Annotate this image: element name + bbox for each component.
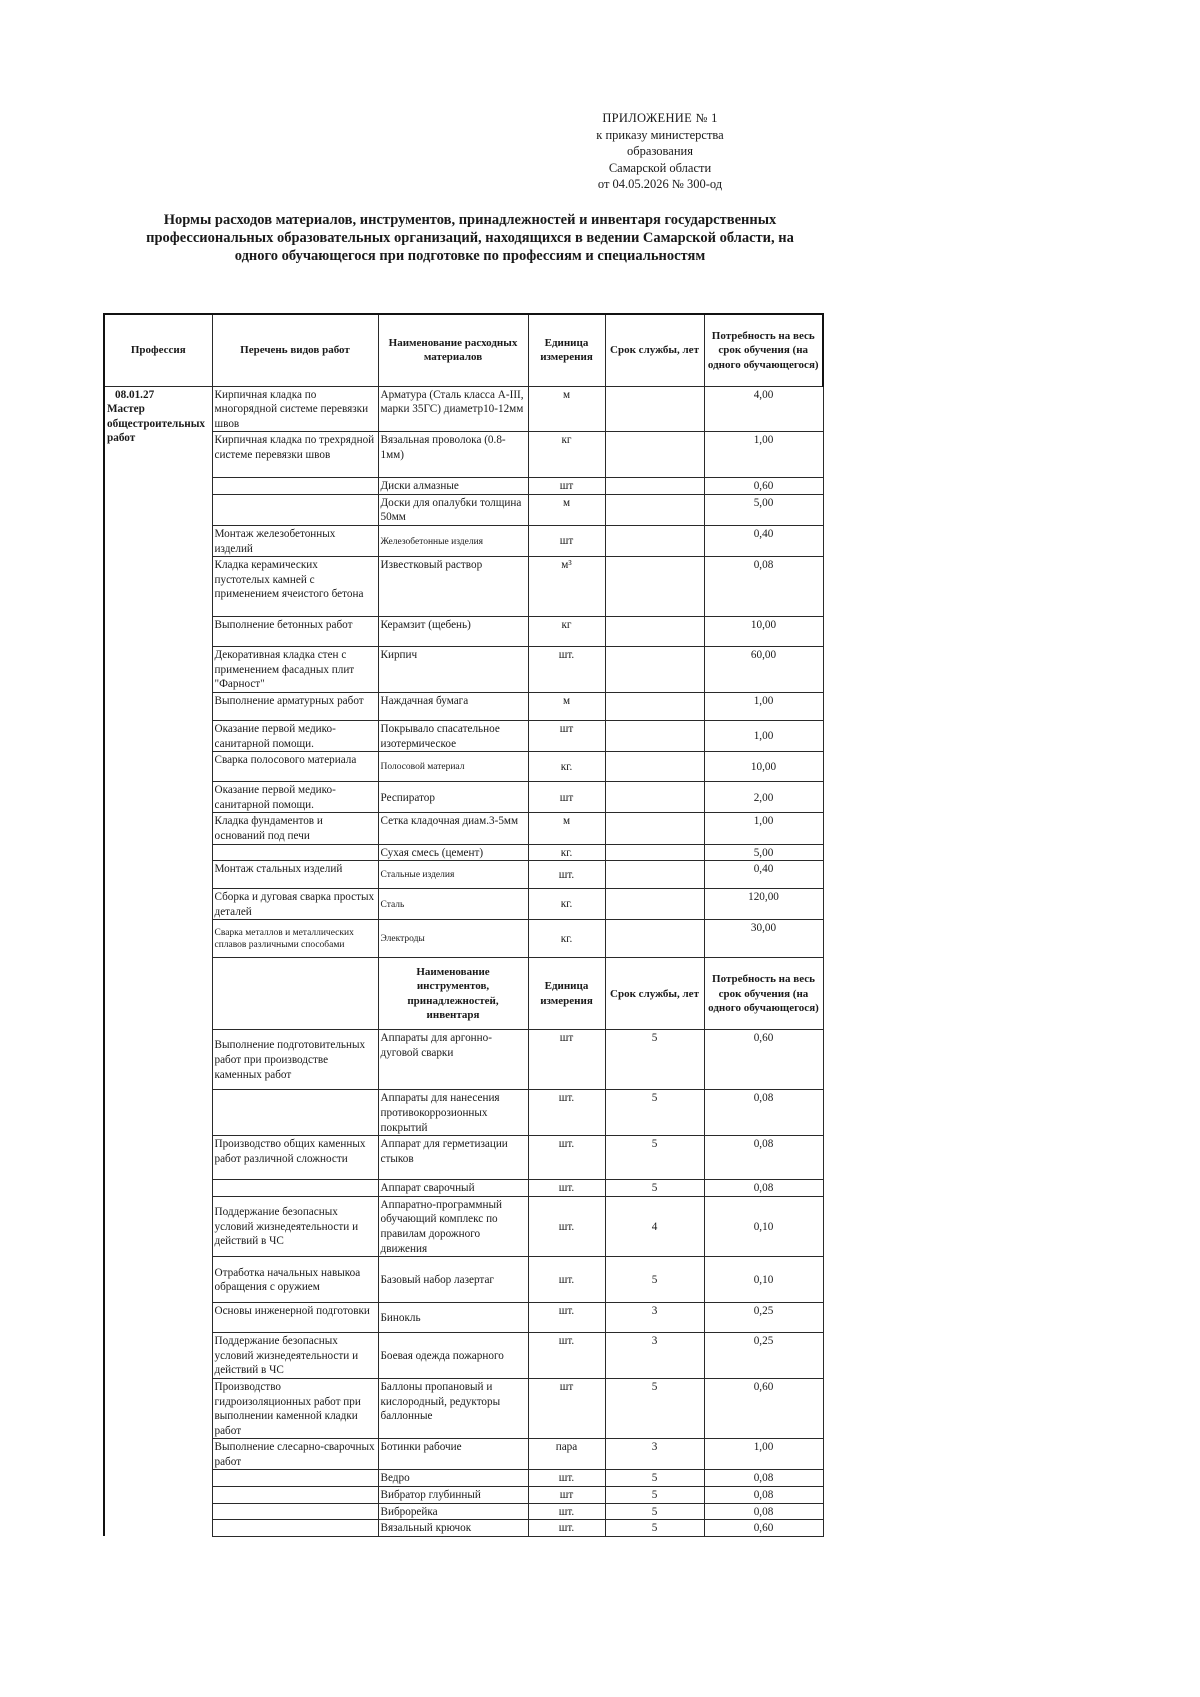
need-cell: 10,00 bbox=[704, 752, 823, 782]
work-cell: Декоративная кладка стен с применением фасадных плит "Фарност" bbox=[212, 647, 378, 693]
unit-cell: пара bbox=[528, 1439, 605, 1470]
life-cell: 5 bbox=[605, 1257, 704, 1303]
need-cell: 0,08 bbox=[704, 1470, 823, 1487]
unit-cell: шт. bbox=[528, 1257, 605, 1303]
material-cell: Сухая смесь (цемент) bbox=[378, 844, 528, 861]
life-cell: 4 bbox=[605, 1196, 704, 1256]
work-cell: Монтаж железобетонных изделий bbox=[212, 526, 378, 557]
life-cell bbox=[605, 721, 704, 752]
need-cell: 0,08 bbox=[704, 1487, 823, 1504]
tool-cell: Вязальный крючок bbox=[378, 1520, 528, 1537]
unit-cell: м bbox=[528, 494, 605, 525]
life-cell bbox=[605, 693, 704, 721]
need-cell: 30,00 bbox=[704, 920, 823, 958]
work-cell: Основы инженерной подготовки bbox=[212, 1303, 378, 1333]
header-unit: Единица измерения bbox=[528, 314, 605, 386]
tool-cell: Бинокль bbox=[378, 1303, 528, 1333]
material-cell: Арматура (Сталь класса А-III, марки 35ГС) диаметр10-12мм bbox=[378, 386, 528, 432]
need-cell: 0,08 bbox=[704, 1090, 823, 1136]
header-life: Срок службы, лет bbox=[605, 314, 704, 386]
unit-cell: шт. bbox=[528, 1090, 605, 1136]
table-row bbox=[104, 1520, 823, 1537]
need-cell: 0,40 bbox=[704, 526, 823, 557]
document-title-line: профессиональных образовательных организаций, находящихся в ведении Самарской области, на bbox=[146, 230, 794, 246]
unit-cell: шт bbox=[528, 782, 605, 813]
table-row bbox=[104, 1030, 823, 1090]
material-cell: Сталь bbox=[378, 889, 528, 920]
tool-cell: Боевая одежда пожарного bbox=[378, 1333, 528, 1379]
work-cell: Оказание первой медико-санитарной помощи. bbox=[212, 782, 378, 813]
document-title-line: одного обучающегося при подготовке по профессиям и специальностям bbox=[234, 248, 706, 264]
table-row bbox=[104, 861, 823, 889]
table-row bbox=[104, 432, 823, 478]
material-cell: Покрывало спасательное изотермическое bbox=[378, 721, 528, 752]
unit-cell: шт. bbox=[528, 1470, 605, 1487]
need-cell: 0,10 bbox=[704, 1257, 823, 1303]
life-cell: 3 bbox=[605, 1333, 704, 1379]
work-cell: Отработка начальных навыкоа обращения с оружием bbox=[212, 1257, 378, 1303]
work-cell bbox=[212, 1503, 378, 1520]
header-profession: Профессия bbox=[104, 314, 212, 386]
tool-cell: Аппараты для аргонно-дуговой сварки bbox=[378, 1030, 528, 1090]
table-row bbox=[104, 1303, 823, 1333]
table-row bbox=[104, 647, 823, 693]
unit-cell: шт. bbox=[528, 1180, 605, 1197]
material-cell: Респиратор bbox=[378, 782, 528, 813]
need-cell: 1,00 bbox=[704, 1439, 823, 1470]
unit-cell: шт bbox=[528, 1487, 605, 1504]
need-cell: 0,60 bbox=[704, 1378, 823, 1438]
life-cell: 5 bbox=[605, 1180, 704, 1197]
need-cell: 120,00 bbox=[704, 889, 823, 920]
work-cell: Производство общих каменных работ различной сложности bbox=[212, 1136, 378, 1180]
unit-cell: м bbox=[528, 386, 605, 432]
need-cell: 1,00 bbox=[704, 693, 823, 721]
unit-cell: м bbox=[528, 813, 605, 844]
header-materials: Наименование расходных материалов bbox=[378, 314, 528, 386]
table-row bbox=[104, 752, 823, 782]
header-works: Перечень видов работ bbox=[212, 314, 378, 386]
work-cell: Сварка полосового материала bbox=[212, 752, 378, 782]
norms-table bbox=[103, 313, 824, 1537]
table-row bbox=[104, 557, 823, 617]
work-cell: Кладка керамических пустотелых камней с применением ячеистого бетона bbox=[212, 557, 378, 617]
table-row bbox=[104, 1333, 823, 1379]
need-cell: 0,60 bbox=[704, 478, 823, 495]
table-row bbox=[104, 1439, 823, 1470]
need-cell: 0,08 bbox=[704, 1180, 823, 1197]
appendix-line: к приказу министерства bbox=[596, 127, 724, 142]
unit-cell: шт. bbox=[528, 1520, 605, 1537]
life-cell bbox=[605, 478, 704, 495]
tool-cell: Аппарат сварочный bbox=[378, 1180, 528, 1197]
tool-cell: Аппаратно-программный обучающий комплекс по правилам дорожного движения bbox=[378, 1196, 528, 1256]
appendix-block bbox=[590, 110, 730, 193]
table-row bbox=[104, 920, 823, 958]
need-cell: 0,60 bbox=[704, 1520, 823, 1537]
life-cell bbox=[605, 920, 704, 958]
need-cell: 0,25 bbox=[704, 1303, 823, 1333]
life-cell bbox=[605, 386, 704, 432]
life-cell: 5 bbox=[605, 1487, 704, 1504]
need-cell: 0,60 bbox=[704, 1030, 823, 1090]
need-cell: 1,00 bbox=[704, 432, 823, 478]
table-row bbox=[104, 844, 823, 861]
unit-cell: шт. bbox=[528, 1136, 605, 1180]
appendix-line: образования bbox=[627, 144, 693, 158]
work-cell bbox=[212, 844, 378, 861]
work-cell bbox=[212, 1520, 378, 1537]
material-cell: Диски алмазные bbox=[378, 478, 528, 495]
tool-cell: Виброрейка bbox=[378, 1503, 528, 1520]
life-cell bbox=[605, 647, 704, 693]
unit-cell: шт bbox=[528, 721, 605, 752]
profession-name: Мастер общестроительных работ bbox=[107, 403, 206, 445]
life-cell: 5 bbox=[605, 1136, 704, 1180]
work-cell: Выполнение слесарно-сварочных работ bbox=[212, 1439, 378, 1470]
need-cell: 5,00 bbox=[704, 494, 823, 525]
appendix-date: от 04.05.2026 № 300-од bbox=[597, 177, 723, 191]
need-cell: 2,00 bbox=[704, 782, 823, 813]
unit-cell: шт. bbox=[528, 861, 605, 889]
unit-cell: шт. bbox=[528, 1196, 605, 1256]
unit-cell: кг bbox=[528, 432, 605, 478]
life-cell bbox=[605, 813, 704, 844]
unit-cell: шт. bbox=[528, 1503, 605, 1520]
header-need: Потребность на весь срок обучения (на одного обучающегося) bbox=[704, 314, 823, 386]
need-cell: 60,00 bbox=[704, 647, 823, 693]
life-cell bbox=[605, 844, 704, 861]
profession-cell bbox=[104, 386, 212, 1536]
work-cell: Сварка металлов и металлических сплавов различными способами bbox=[212, 920, 378, 958]
tools-header-blank bbox=[212, 958, 378, 1030]
need-cell: 0,08 bbox=[704, 1136, 823, 1180]
life-cell: 3 bbox=[605, 1439, 704, 1470]
work-cell: Сборка и дуговая сварка простых деталей bbox=[212, 889, 378, 920]
table-row bbox=[104, 1180, 823, 1197]
tool-cell: Вибратор глубинный bbox=[378, 1487, 528, 1504]
unit-cell: м bbox=[528, 693, 605, 721]
table-row bbox=[104, 1378, 823, 1438]
life-cell bbox=[605, 861, 704, 889]
table-header-row bbox=[104, 314, 823, 386]
tools-header-row bbox=[104, 958, 823, 1030]
life-cell bbox=[605, 889, 704, 920]
profession-code: 08.01.27 bbox=[115, 388, 155, 401]
work-cell bbox=[212, 1487, 378, 1504]
life-cell bbox=[605, 557, 704, 617]
table-row bbox=[104, 1090, 823, 1136]
work-cell: Кирпичная кладка по трехрядной системе перевязки швов bbox=[212, 432, 378, 478]
table-row bbox=[104, 1136, 823, 1180]
life-cell: 5 bbox=[605, 1503, 704, 1520]
material-cell: Электроды bbox=[378, 920, 528, 958]
material-cell: Кирпич bbox=[378, 647, 528, 693]
unit-cell: м³ bbox=[528, 557, 605, 617]
life-cell bbox=[605, 752, 704, 782]
unit-cell: шт. bbox=[528, 647, 605, 693]
life-cell bbox=[605, 617, 704, 647]
work-cell: Выполнение арматурных работ bbox=[212, 693, 378, 721]
table-row bbox=[104, 478, 823, 495]
need-cell: 1,00 bbox=[704, 721, 823, 752]
unit-cell: шт bbox=[528, 1378, 605, 1438]
table-row bbox=[104, 813, 823, 844]
need-cell: 0,25 bbox=[704, 1333, 823, 1379]
tools-header-need: Потребность на весь срок обучения (на одного обучающегося) bbox=[704, 958, 823, 1030]
tool-cell: Базовый набор лазертаг bbox=[378, 1257, 528, 1303]
life-cell bbox=[605, 432, 704, 478]
document-title bbox=[100, 211, 840, 265]
work-cell: Выполнение подготовительных работ при производстве каменных работ bbox=[212, 1030, 378, 1090]
life-cell bbox=[605, 494, 704, 525]
work-cell: Выполнение бетонных работ bbox=[212, 617, 378, 647]
table-row bbox=[104, 386, 823, 432]
work-cell bbox=[212, 1470, 378, 1487]
unit-cell: кг. bbox=[528, 920, 605, 958]
unit-cell: кг. bbox=[528, 889, 605, 920]
life-cell: 5 bbox=[605, 1470, 704, 1487]
work-cell: Производство гидроизоляционных работ при выполнении каменной кладки работ bbox=[212, 1378, 378, 1438]
unit-cell: шт. bbox=[528, 1303, 605, 1333]
life-cell: 5 bbox=[605, 1090, 704, 1136]
need-cell: 1,00 bbox=[704, 813, 823, 844]
work-cell bbox=[212, 1180, 378, 1197]
material-cell: Керамзит (щебень) bbox=[378, 617, 528, 647]
table-row bbox=[104, 1503, 823, 1520]
material-cell: Вязальная проволока (0.8-1мм) bbox=[378, 432, 528, 478]
table-row bbox=[104, 782, 823, 813]
unit-cell: кг. bbox=[528, 844, 605, 861]
tool-cell: Ботинки рабочие bbox=[378, 1439, 528, 1470]
work-cell bbox=[212, 494, 378, 525]
life-cell: 5 bbox=[605, 1030, 704, 1090]
tools-header-life: Срок службы, лет bbox=[605, 958, 704, 1030]
unit-cell: шт bbox=[528, 1030, 605, 1090]
life-cell bbox=[605, 782, 704, 813]
unit-cell: шт bbox=[528, 526, 605, 557]
life-cell bbox=[605, 526, 704, 557]
need-cell: 4,00 bbox=[704, 386, 823, 432]
unit-cell: шт bbox=[528, 478, 605, 495]
table-row bbox=[104, 617, 823, 647]
life-cell: 3 bbox=[605, 1303, 704, 1333]
work-cell: Кладка фундаментов и оснований под печи bbox=[212, 813, 378, 844]
need-cell: 0,08 bbox=[704, 557, 823, 617]
tool-cell: Баллоны пропановый и кислородный, редукторы баллонные bbox=[378, 1378, 528, 1438]
material-cell: Доски для опалубки толщина 50мм bbox=[378, 494, 528, 525]
table-row bbox=[104, 1257, 823, 1303]
table-row bbox=[104, 526, 823, 557]
work-cell: Поддержание безопасных условий жизнедеятельности и действий в ЧС bbox=[212, 1196, 378, 1256]
unit-cell: кг bbox=[528, 617, 605, 647]
need-cell: 0,10 bbox=[704, 1196, 823, 1256]
document-title-line: Нормы расходов материалов, инструментов, принадлежностей и инвентаря государственных bbox=[163, 212, 777, 228]
work-cell: Кирпичная кладка по многорядной системе перевязки швов bbox=[212, 386, 378, 432]
material-cell: Наждачная бумага bbox=[378, 693, 528, 721]
tool-cell: Аппараты для нанесения противокоррозионных покрытий bbox=[378, 1090, 528, 1136]
work-cell: Монтаж стальных изделий bbox=[212, 861, 378, 889]
work-cell: Оказание первой медико-санитарной помощи. bbox=[212, 721, 378, 752]
appendix-title: ПРИЛОЖЕНИЕ № 1 bbox=[602, 111, 718, 125]
work-cell bbox=[212, 478, 378, 495]
need-cell: 10,00 bbox=[704, 617, 823, 647]
work-cell: Поддержание безопасных условий жизнедеятельности и действий в ЧС bbox=[212, 1333, 378, 1379]
material-cell: Сетка кладочная диам.3-5мм bbox=[378, 813, 528, 844]
table-row bbox=[104, 494, 823, 525]
tool-cell: Аппарат для герметизации стыков bbox=[378, 1136, 528, 1180]
appendix-line: Самарской области bbox=[608, 160, 712, 175]
life-cell: 5 bbox=[605, 1520, 704, 1537]
table-row bbox=[104, 1196, 823, 1256]
table-row bbox=[104, 721, 823, 752]
tools-header-unit: Единица измерения bbox=[528, 958, 605, 1030]
material-cell: Стальные изделия bbox=[378, 861, 528, 889]
table-row bbox=[104, 1487, 823, 1504]
tool-cell: Ведро bbox=[378, 1470, 528, 1487]
table-row bbox=[104, 1470, 823, 1487]
material-cell: Известковый раствор bbox=[378, 557, 528, 617]
need-cell: 0,08 bbox=[704, 1503, 823, 1520]
need-cell: 5,00 bbox=[704, 844, 823, 861]
unit-cell: шт. bbox=[528, 1333, 605, 1379]
table-row bbox=[104, 889, 823, 920]
material-cell: Полосовой материал bbox=[378, 752, 528, 782]
life-cell: 5 bbox=[605, 1378, 704, 1438]
unit-cell: кг. bbox=[528, 752, 605, 782]
tools-header-name: Наименование инструментов, принадлежностей, инвентаря bbox=[378, 958, 528, 1030]
work-cell bbox=[212, 1090, 378, 1136]
table-row bbox=[104, 693, 823, 721]
material-cell: Железобетонные изделия bbox=[378, 526, 528, 557]
need-cell: 0,40 bbox=[704, 861, 823, 889]
